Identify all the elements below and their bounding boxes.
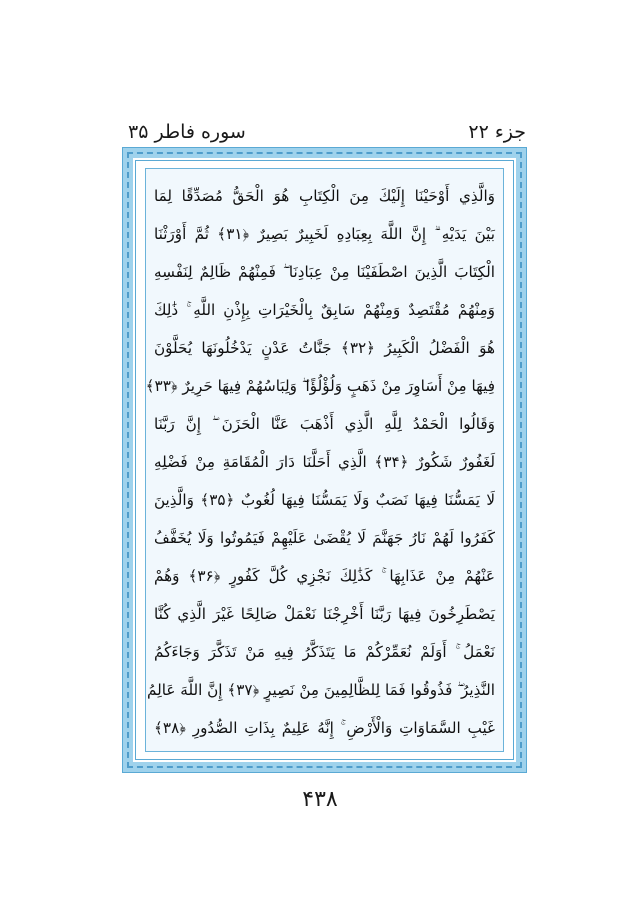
verse-line: بَيْنَ يَدَيْهِ ۗ إِنَّ اللَّهَ بِعِبَادِهِ لَخَبِيرٌ بَصِيرٌ ﴿۳۱﴾ ثُمَّ أَوْرَثْنَا [154, 225, 495, 243]
verse-line: كَفَرُوا لَهُمْ نَارُ جَهَنَّمَ لَا يُقْضَىٰ عَلَيْهِمْ فَيَمُوتُوا وَلَا يُخَفَّفُ [154, 529, 495, 547]
verse-line: غَيْبِ السَّمَاوَاتِ وَالْأَرْضِ ۚ إِنَّهُ عَلِيمٌ بِذَاتِ الصُّدُورِ ﴿۳۸﴾ [154, 719, 495, 737]
verse-line: فِيهَا مِنْ أَسَاوِرَ مِنْ ذَهَبٍ وَلُؤْلُؤًا ۖ وَلِبَاسُهُمْ فِيهَا حَرِيرٌ ﴿۳۳﴾ [145, 377, 495, 395]
verse-line: يَصْطَرِخُونَ فِيهَا رَبَّنَا أَخْرِجْنَا نَعْمَلْ صَالِحًا غَيْرَ الَّذِي كُنَّا [154, 605, 495, 623]
verse-line: الْكِتَابَ الَّذِينَ اصْطَفَيْنَا مِنْ عِبَادِنَا ۖ فَمِنْهُمْ ظَالِمٌ لِنَفْسِهِ [154, 263, 495, 281]
verse-text-area [145, 168, 504, 752]
ornamental-frame [122, 147, 527, 773]
page-header [128, 118, 526, 146]
verse-line: نَعْمَلُ ۚ أَوَلَمْ نُعَمِّرْكُمْ مَا يَتَذَكَّرُ فِيهِ مَنْ تَذَكَّرَ وَجَاءَكُمُ [154, 643, 495, 661]
verse-line: لَغَفُورٌ شَكُورٌ ﴿۳۴﴾ الَّذِي أَحَلَّنَا دَارَ الْمُقَامَةِ مِنْ فَضْلِهِ [154, 453, 495, 471]
page-number: ۴۳۸ [302, 787, 338, 812]
surah-label: سوره فاطر ۳۵ [128, 121, 246, 143]
verse-line: وَمِنْهُمْ مُقْتَصِدٌ وَمِنْهُمْ سَابِقٌ بِالْخَيْرَاتِ بِإِذْنِ اللَّهِ ۚ ذَٰلِكَ [154, 301, 495, 319]
verse-line: عَنْهُمْ مِنْ عَذَابِهَا ۚ كَذَٰلِكَ نَجْزِي كُلَّ كَفُورٍ ﴿۳۶﴾ وَهُمْ [154, 567, 495, 585]
verse-line: النَّذِيرُ ۖ فَذُوقُوا فَمَا لِلظَّالِمِينَ مِنْ نَصِيرٍ ﴿۳۷﴾ إِنَّ اللَّهَ عَالِمُ [147, 681, 495, 699]
verse-line: وَالَّذِي أَوْحَيْنَا إِلَيْكَ مِنَ الْكِتَابِ هُوَ الْحَقُّ مُصَدِّقًا لِمَا [154, 187, 495, 205]
verse-line: وَقَالُوا الْحَمْدُ لِلَّهِ الَّذِي أَذْهَبَ عَنَّا الْحَزَنَ ۖ إِنَّ رَبَّنَا [154, 415, 495, 433]
verse-line: هُوَ الْفَضْلُ الْكَبِيرُ ﴿۳۲﴾ جَنَّاتُ عَدْنٍ يَدْخُلُونَهَا يُحَلَّوْنَ [154, 339, 495, 357]
juz-label: جزء ۲۲ [468, 121, 526, 143]
verse-line: لَا يَمَسُّنَا فِيهَا نَصَبٌ وَلَا يَمَسُّنَا فِيهَا لُغُوبٌ ﴿۳۵﴾ وَالَّذِينَ [154, 491, 495, 509]
